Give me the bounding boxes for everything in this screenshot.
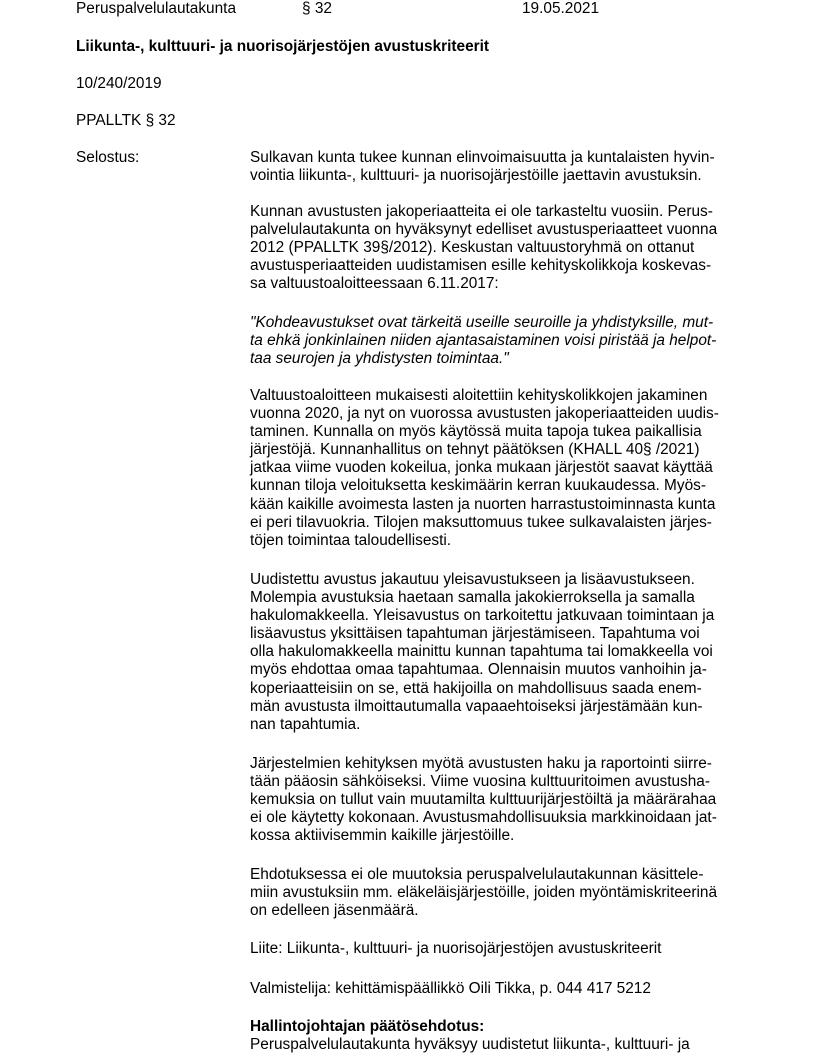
paragraph-line: Uudistettu avustus jakautuu yleisavustukseen ja lisäavustukseen. [250, 571, 695, 588]
paragraph-line: hakulomakkeella. Yleisavustus on tarkoitettu jatkuvaan toimintaan ja [250, 607, 715, 625]
attachment-line [250, 940, 716, 958]
paragraph-line: Järjestelmien kehityksen myötä avustusten haku ja raportointi siirre- [250, 755, 712, 772]
quote-line: "Kohdeavustukset ovat tärkeitä useille seuroille ja yhdistyksille, mut- [250, 314, 714, 331]
paragraph-line: sa valtuustoaloitteessaan 6.11.2017: [250, 275, 499, 293]
paragraph-line: vointia liikunta-, kulttuuri- ja nuorisojärjestöille jaettavin avustuksin. [250, 167, 702, 185]
paragraph-line: Valtuustoaloitteen mukaisesti aloitettiin kehityskolikkojen jakaminen [250, 387, 708, 404]
paragraph-4 [250, 387, 719, 550]
paragraph-line: Kunnan avustusten jakoperiaatteita ei ole tarkasteltu vuosiin. Perus- [250, 203, 713, 220]
paragraph-line: taminen. Kunnalla on myös käytössä muita tapoja tukea paikallisia [250, 423, 702, 441]
record-number: 10/240/2019 [76, 75, 162, 92]
paragraph-line: lisäavustus yksittäisen tapahtuman järjestämiseen. Tapahtuma voi [250, 625, 700, 643]
paragraph-line: kään kaikille avoimesta lasten ja nuorten harrastustoiminnasta kunta [250, 495, 716, 513]
paragraph-line: nan tapahtumia. [250, 715, 361, 733]
paragraph-line: palvelulautakunta on hyväksynyt edelliset avustusperiaatteet vuonna [250, 221, 718, 239]
document-title: Liikunta-, kulttuuri- ja nuorisojärjestöjen avustuskriteerit [76, 38, 490, 55]
selostus-label: Selostus: [76, 149, 140, 166]
preparer-text: Valmistelija: kehittämispäällikkö Oili Tikka, p. 044 417 5212 [250, 980, 651, 997]
quote-line: taa seurojen ja yhdistysten toimintaa." [250, 350, 509, 368]
proposal-section [250, 1018, 716, 1054]
paragraph-7 [250, 866, 716, 920]
preparer-line [250, 980, 716, 998]
paragraph-line: Ehdotuksessa ei ole muutoksia peruspalvelulautakunnan käsittele- [250, 866, 704, 883]
paragraph-line: män avustusta ilmoittautumalla vapaaehtoiseksi järjestämään kun- [250, 697, 703, 715]
attachment-text: Liite: Liikunta-, kulttuuri- ja nuorisojärjestöjen avustuskriteerit [250, 940, 662, 957]
paragraph-line: vuonna 2020, ja nyt on vuorossa avustusten jakoperiaatteiden uudis- [250, 405, 719, 423]
paragraph-line: tään pääosin sähköiseksi. Viime vuosina kulttuuritoimen avustusha- [250, 773, 710, 791]
paragraph-5 [250, 571, 716, 734]
paragraph-line: jatkaa viime vuoden kokeilua, jonka mukaan järjestöt saavat käyttää [250, 459, 713, 477]
reference: PPALLTK § 32 [76, 112, 176, 129]
paragraph-line: miin avustuksiin mm. eläkeläisjärjestöille, joiden myöntämiskriteerinä [250, 884, 718, 902]
header-committee: Peruspalvelulautakunta [76, 0, 237, 17]
paragraph-line: järjestöjä. Kunnanhallitus on tehnyt päätöksen (KHALL 40§ /2021) [250, 441, 700, 459]
header-date: 19.05.2021 [522, 0, 600, 17]
quote-line: ta ehkä jonkinlainen niiden ajantasaistaminen voisi piristää ja helpot- [250, 332, 717, 350]
paragraph-line: ei ole käytetty kokonaan. Avustusmahdollisuuksia markkinoidaan jat- [250, 809, 717, 827]
paragraph-1 [250, 149, 716, 185]
quote-paragraph [250, 314, 716, 368]
paragraph-line: töjen toimintaa taloudellisesti. [250, 531, 452, 549]
proposal-text: Peruspalvelulautakunta hyväksyy uudistetut liikunta-, kulttuuri- ja [250, 1036, 690, 1054]
paragraph-line: kemuksia on tullut vain muutamilta kulttuurijärjestöiltä ja määrärahaa [250, 791, 717, 809]
paragraph-line: avustusperiaatteiden uudistamisen esille kehityskolikkoja koskevas- [250, 257, 712, 275]
header-section: § 32 [302, 0, 332, 17]
paragraph-line: olla hakulomakkeella mainittu kunnan tapahtuma tai lomakkeella voi [250, 643, 713, 661]
paragraph-2 [250, 203, 716, 293]
paragraph-line: kossa aktiivisemmin kaikille järjestöille. [250, 827, 515, 845]
paragraph-line: kunnan tiloja veloituksetta keskimäärin kerran kuukaudessa. Myös- [250, 477, 706, 495]
paragraph-line: koperiaatteisiin on se, että hakijoilla on mahdollisuus saada enem- [250, 679, 702, 697]
paragraph-line: ei peri tilavuokria. Tilojen maksuttomuus tukee sulkavalaisten järjes- [250, 513, 712, 531]
paragraph-line: Molempia avustuksia haetaan samalla jakokierroksella ja samalla [250, 589, 695, 607]
paragraph-line: on edelleen jäsenmäärä. [250, 902, 419, 920]
paragraph-line: 2012 (PPALLTK 39§/2012). Keskustan valtuustoryhmä on ottanut [250, 239, 695, 257]
paragraph-line: myös ehdottaa omaa tapahtumaa. Olennaisin muutos vanhoihin ja- [250, 661, 707, 679]
paragraph-line: Sulkavan kunta tukee kunnan elinvoimaisuutta ja kuntalaisten hyvin- [250, 149, 715, 166]
paragraph-6 [250, 755, 716, 845]
proposal-heading: Hallintojohtajan päätösehdotus: [250, 1018, 485, 1035]
